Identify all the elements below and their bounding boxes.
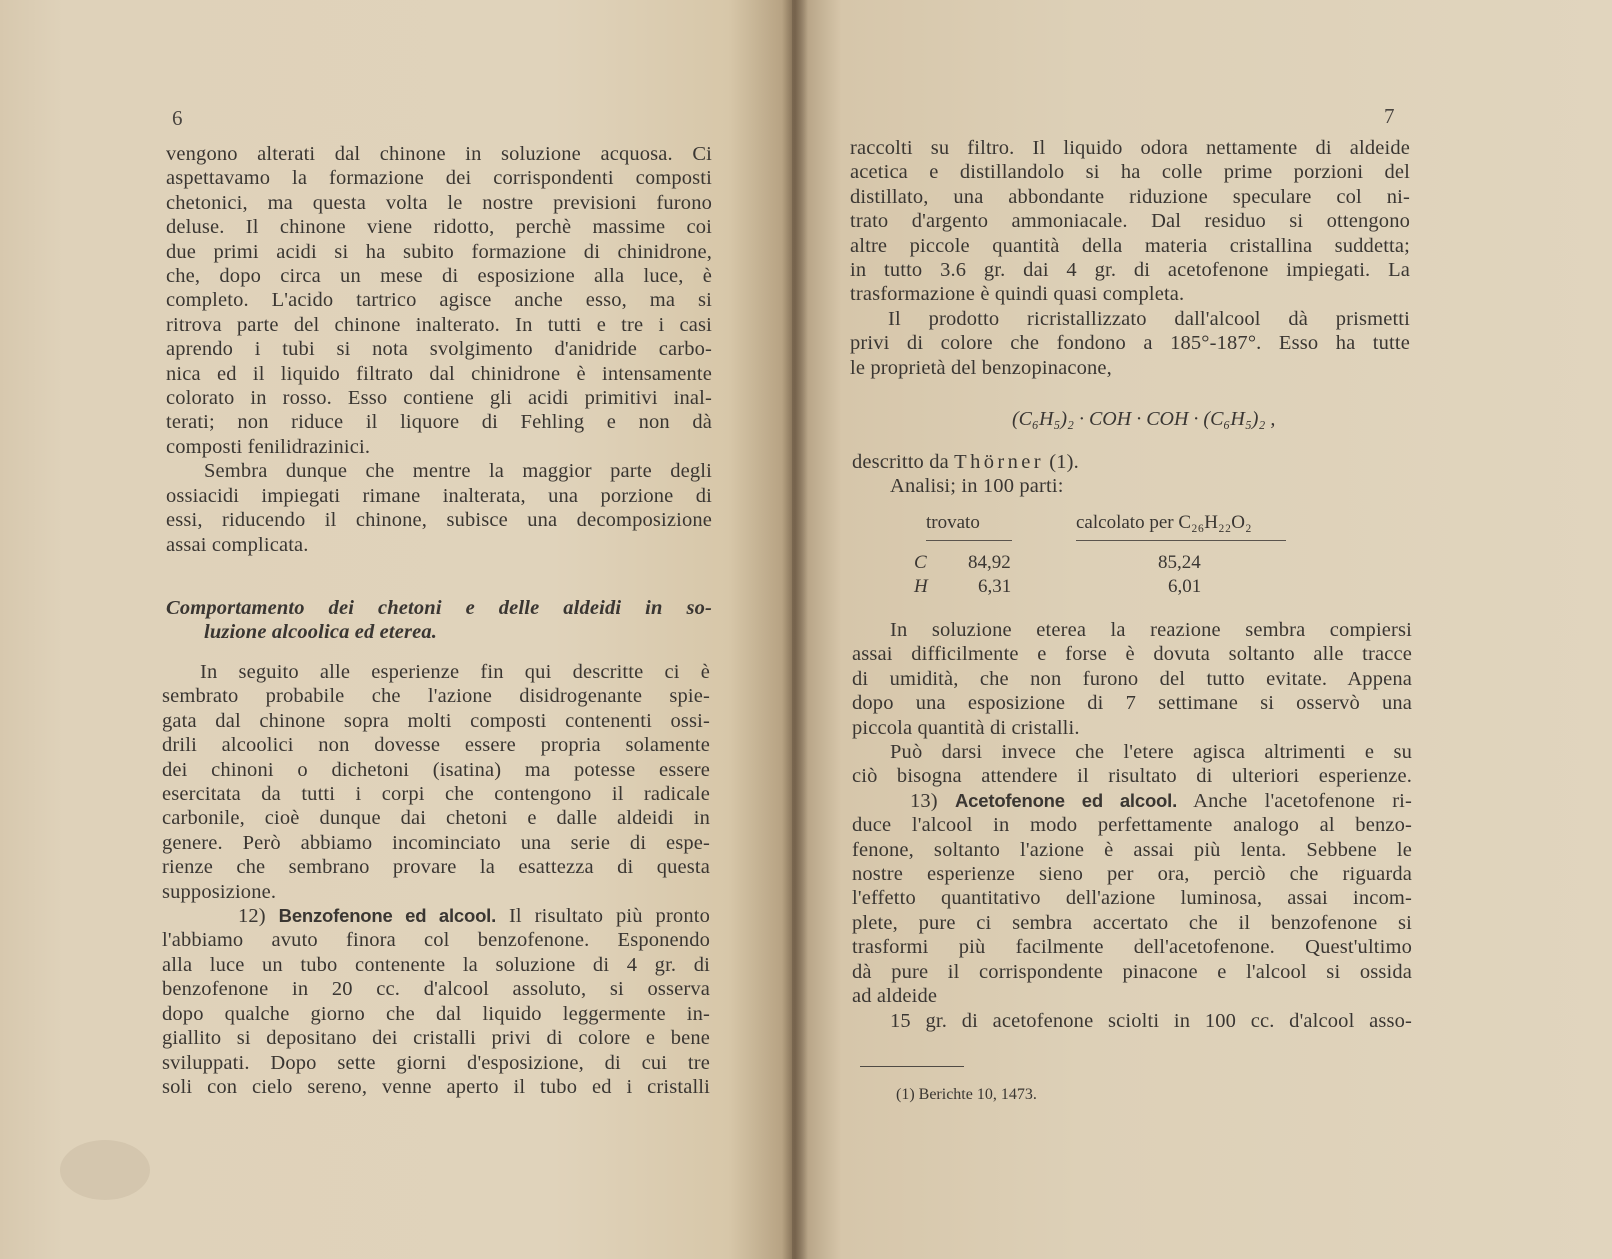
text-line: in tutto 3.6 gr. dai 4 gr. di acetofenone impiegati. La <box>850 259 1410 282</box>
text-line: dà pure il corrispondente pinacone e l'alcool si ossida <box>852 960 1412 983</box>
right-text-column-3 <box>852 618 1412 1033</box>
text-line: esercitata da tutti i corpi che contengono il radicale <box>162 783 710 806</box>
text-line: trato d'argento ammoniacale. Dal residuo si ottengono <box>850 210 1410 233</box>
text-line: raccolti su filtro. Il liquido odora nettamente di aldeide <box>850 137 1410 159</box>
calculated-value: 85,24 <box>1158 552 1201 573</box>
text-line: ossiacidi impiegati rimane inalterata, una porzione di <box>166 484 712 507</box>
text-line: che, dopo circa un mese di esposizione alla luce, è <box>166 265 712 288</box>
item-first-line <box>852 789 1412 813</box>
text-line: soli con cielo sereno, venne aperto il tubo ed i cristalli <box>162 1075 710 1098</box>
text-line: drili alcoolici non dovesse essere propria solamente <box>162 734 710 757</box>
paragraph <box>850 136 1410 307</box>
text-line: assai difficilmente e forse è dovuta soltanto alle tracce <box>852 643 1412 666</box>
text-line: plete, pure ci sembra accertato che il benzofenone si <box>852 911 1412 934</box>
text-line: ad aldeide <box>852 985 938 1008</box>
header-rule <box>1076 540 1286 541</box>
text-line: vengono alterati dal chinone in soluzione acquosa. Ci <box>166 143 712 165</box>
text-line: privi di colore che fondono a 185°-187°. Esso ha tutte <box>850 332 1410 355</box>
text-line: dopo una esposizione di 7 settimane si osservò una <box>852 692 1412 715</box>
text-line: l'effetto quantitativo dell'azione luminosa, assai incom- <box>852 887 1412 910</box>
text-line: giallito si depositano dei cristalli privi di colore e bene <box>162 1027 710 1050</box>
author-name: Thörner <box>954 451 1044 473</box>
text-line: trasformi più facilmente dell'acetofenone. Quest'ultimo <box>852 936 1412 959</box>
text-line: gata dal chinone sopra molti composti contenenti ossi- <box>162 709 710 732</box>
text-line: sembrato probabile che l'azione disidrogenante spie- <box>162 685 710 708</box>
element-symbol: H <box>914 576 928 597</box>
item-12 <box>162 904 710 1099</box>
item-number: 13) <box>910 789 938 812</box>
calculated-value: 6,01 <box>1168 576 1202 597</box>
text-line: 15 gr. di acetofenone sciolti in 100 cc. d'alcool asso- <box>890 1009 1412 1032</box>
footnote: (1) Berichte 10, 1473. <box>896 1086 1037 1103</box>
heading-line: Comportamento dei chetoni e delle aldeidi in so- <box>166 597 712 619</box>
left-text-column <box>166 142 712 557</box>
right-text-column <box>850 136 1410 380</box>
section-heading <box>166 596 712 645</box>
item-text: Il risultato più pronto <box>508 905 710 928</box>
text-line: Può darsi invece che l'etere agisca altrimenti e su <box>890 741 1412 764</box>
text-line: deluse. Il chinone viene ridotto, perchè massime coi <box>166 216 712 239</box>
text-line: aspettavamo la formazione dei corrispondenti composti <box>166 167 712 190</box>
text-line: dei chinoni o dichetoni (isatina) ma potesse essere <box>162 758 710 781</box>
text-line: alla luce un tubo contenente la soluzione di 4 gr. di <box>162 953 710 976</box>
paragraph <box>850 307 1410 380</box>
text-line: genere. Però abbiamo incominciato una serie di espe- <box>162 831 710 854</box>
col-header-found: trovato <box>926 512 980 533</box>
text-line: essi, riducendo il chinone, subisce una decomposizione <box>166 509 712 532</box>
item-13 <box>852 789 1412 1009</box>
text-line: supposizione. <box>162 880 277 903</box>
analysis-table <box>892 512 1352 602</box>
text-line: aprendo i tubi si nota svolgimento d'anidride carbo- <box>166 338 712 361</box>
book-gutter <box>782 0 808 1259</box>
text-line: di umidità, che non furono del tutto evitate. Appena <box>852 667 1412 690</box>
chemical-formula: (C₆H₅)₂ · COH · COH · (C₆H₅)₂ , <box>1012 408 1276 430</box>
element-symbol: C <box>914 552 927 573</box>
col-header-calculated: calcolato per C₂₆H₂₂O₂ <box>1076 512 1252 533</box>
text-line: terati; non riduce il liquore di Fehling e non dà <box>166 411 712 434</box>
text-line: chetonici, ma questa volta le nostre previsioni furono <box>166 191 712 214</box>
paragraph <box>162 660 710 904</box>
text-line: ciò bisogna attendere il risultato di ulteriori esperienze. <box>852 765 1412 788</box>
found-value: 6,31 <box>978 576 1012 597</box>
text-line: le proprietà del benzopinacone, <box>850 356 1112 379</box>
found-value: 84,92 <box>968 552 1011 573</box>
paragraph <box>852 740 1412 789</box>
text-line: Analisi; in 100 parti: <box>890 475 1064 498</box>
page-number: 6 <box>172 106 183 130</box>
item-first-line <box>162 904 710 928</box>
text-line: carbonile, cioè dunque dai chetoni e dalle aldeidi in <box>162 807 710 830</box>
text-line: In seguito alle esperienze fin qui descritte ci è <box>200 661 710 683</box>
text-line: fenone, soltanto l'azione è assai più lenta. Sebbene le <box>852 838 1412 861</box>
text-line: duce l'alcool in modo perfettamente analogo al benzo- <box>852 814 1412 837</box>
item-text: Anche l'acetofenone ri- <box>1193 789 1412 812</box>
text-line: dopo qualche giorno che dal liquido leggermente in- <box>162 1002 710 1025</box>
text-line: trasformazione è quindi quasi completa. <box>850 283 1185 306</box>
text-line: In soluzione eterea la reazione sembra compiersi <box>890 619 1412 641</box>
paragraph <box>166 459 712 557</box>
text-line: Sembra dunque che mentre la maggior parte degli <box>204 460 712 483</box>
heading-line: luzione alcoolica ed eterea. <box>204 621 438 644</box>
text-line: benzofenone in 20 cc. d'alcool assoluto, si osserva <box>162 978 710 1001</box>
text-line: rienze che sembrano provare la esattezza di questa <box>162 856 710 879</box>
described-prefix: descritto da <box>852 451 949 473</box>
text-line: composti fenilidrazinici. <box>166 435 371 458</box>
text-line: acetica e distillandolo si ha colle prime porzioni del <box>850 161 1410 184</box>
paragraph <box>852 618 1412 740</box>
page-number: 7 <box>1384 104 1395 128</box>
right-page <box>792 0 1612 1259</box>
footnote-ref: (1). <box>1049 451 1079 473</box>
left-text-column-2 <box>162 660 710 1099</box>
paragraph <box>166 142 712 459</box>
left-page <box>0 0 792 1259</box>
text-line: completo. L'acido tartrico agisce anche esso, ma si <box>166 289 712 312</box>
item-title: Acetofenone ed alcool. <box>955 789 1178 811</box>
text-line: assai complicata. <box>166 533 309 556</box>
right-text-column-2 <box>852 450 1412 499</box>
item-title: Benzofenone ed alcool. <box>278 905 497 927</box>
text-line: due primi acidi si ha subito formazione di chinidrone, <box>166 240 712 263</box>
text-line: colorato in rosso. Esso contiene gli acidi primitivi inal- <box>166 387 712 410</box>
header-rule <box>926 540 1012 541</box>
text-line: sviluppati. Dopo sette giorni d'esposizione, di cui tre <box>162 1051 710 1074</box>
text-line: Il prodotto ricristallizzato dall'alcool dà prismetti <box>888 307 1410 330</box>
text-line: altre piccole quantità della materia cristallina suddetta; <box>850 234 1410 257</box>
paper-stain <box>60 1140 150 1200</box>
item-number: 12) <box>238 905 266 928</box>
text-line <box>852 450 1412 474</box>
text-line: nica ed il liquido filtrato dal chinidrone è intensamente <box>166 362 712 385</box>
text-line: ritrova parte del chinone inalterato. In tutti e tre i casi <box>166 313 712 336</box>
text-line: l'abbiamo avuto finora col benzofenone. Esponendo <box>162 929 710 952</box>
text-line: piccola quantità di cristalli. <box>852 716 1080 739</box>
footnote-rule <box>860 1066 964 1067</box>
text-line: nostre esperienze sieno per ora, perciò che riguarda <box>852 863 1412 886</box>
text-line: distillato, una abbondante riduzione speculare col ni- <box>850 185 1410 208</box>
